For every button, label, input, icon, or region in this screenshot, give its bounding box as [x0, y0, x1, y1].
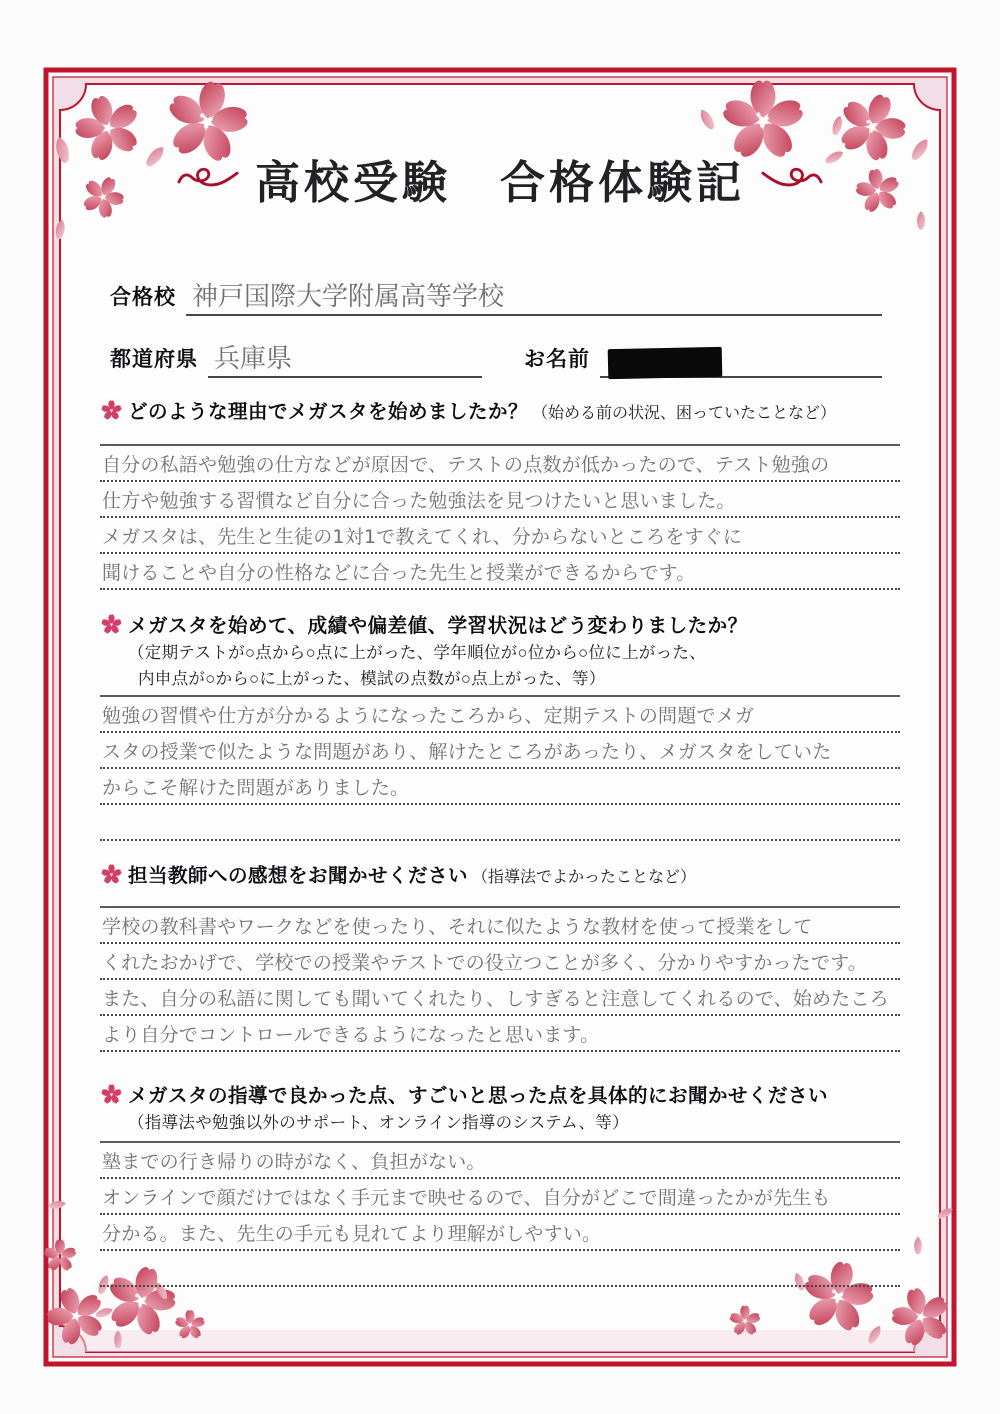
question-2-answer-area [100, 695, 900, 841]
name-field-underline [600, 338, 882, 378]
right-flourish-icon [761, 161, 823, 197]
prefecture-field-value: 兵庫県 [214, 344, 293, 375]
question-block-3 [100, 862, 900, 1052]
prefecture-field-underline [208, 338, 482, 378]
handwritten-text: スタの授業で似たような問題があり、解けたところがあったり、メガスタをしていた [102, 741, 832, 764]
answer-line [100, 1251, 900, 1287]
answer-line [100, 733, 900, 769]
question-3-heading: 担当教師への感想をお聞かせください [128, 865, 469, 887]
question-block-1 [100, 398, 900, 590]
sakura-bullet-icon [100, 1083, 123, 1106]
handwritten-text: くれたおかげで、学校での授業やテストでの役立つことが多く、分かりやすかったです。 [102, 952, 867, 975]
question-1-heading: どのような理由でメガスタを始めましたか？ [128, 401, 529, 423]
question-2-note-line-2: 内申点が○から○に上がった、模試の点数が○点上がった、等） [138, 670, 606, 688]
answer-line [100, 697, 900, 733]
question-1-note: （始める前の状況、困っていたことなど） [532, 405, 837, 422]
school-field-underline [186, 276, 882, 316]
handwritten-text: また、自分の私語に関しても聞いてくれたり、しすぎると注意してくれるので、始めたころ [102, 988, 889, 1011]
question-1-heading-row [100, 398, 900, 428]
handwritten-text: メガスタは、先生と生徒の1対1で教えてくれ、分からないところをすぐに [102, 526, 743, 549]
handwritten-text: 学校の教科書やワークなどを使ったり、それに似たような教材を使って授業をして [102, 916, 813, 939]
answer-line [100, 944, 900, 980]
answer-line [100, 980, 900, 1016]
answer-line [100, 769, 900, 805]
question-4-answer-area [100, 1141, 900, 1287]
answer-line [100, 446, 900, 482]
handwritten-text [100, 836, 102, 839]
name-field-label: お名前 [524, 348, 590, 371]
school-field-label: 合格校 [110, 286, 176, 309]
answer-line [100, 1215, 900, 1251]
handwritten-text: 勉強の習慣や仕方が分かるようになったころから、定期テストの問題でメガ [102, 705, 755, 728]
answer-line [100, 1143, 900, 1179]
question-3-answer-area [100, 906, 900, 1052]
page-title: 高校受験 合格体験記 [254, 158, 745, 208]
answer-line [100, 805, 900, 841]
sakura-bullet-icon [100, 863, 123, 886]
answer-line [100, 908, 900, 944]
school-field-value: 神戸国際大学附属高等学校 [192, 282, 505, 313]
question-4-heading-row [100, 1082, 900, 1110]
sakura-bullet-icon [100, 613, 123, 636]
handwritten-text: 聞けることや自分の性格などに合った先生と授業ができるからです。 [102, 562, 696, 585]
question-3-note: （指導法でよかったことなど） [472, 869, 697, 886]
page-title-row [0, 146, 1000, 211]
sakura-bullet-icon [100, 399, 123, 422]
question-4-note-line-1: （指導法や勉強以外のサポート、オンライン指導のシステム、等） [128, 1114, 629, 1132]
handwritten-text: 分かる。また、先生の手元も見れてより理解がしやすい。 [102, 1223, 602, 1246]
question-block-4 [100, 1082, 900, 1287]
answer-line [100, 1179, 900, 1215]
handwritten-text: 塾までの行き帰りの時がなく、負担がない。 [102, 1151, 486, 1174]
answer-line [100, 482, 900, 518]
handwritten-text: からこそ解けた問題がありました。 [102, 777, 410, 800]
handwritten-text: 自分の私語や勉強の仕方などが原因で、テストの点数が低かったので、テスト勉強の [102, 454, 830, 477]
answer-line [100, 554, 900, 590]
left-flourish-icon [177, 161, 239, 197]
question-4-heading: メガスタの指導で良かった点、すごいと思った点を具体的にお聞かせください [128, 1085, 829, 1107]
school-field [110, 276, 882, 316]
question-block-2 [100, 612, 900, 841]
answer-line [100, 1016, 900, 1052]
name-redaction-box [608, 347, 723, 379]
handwritten-text: 仕方や勉強する習慣など自分に合った勉強法を見つけたいと思いました。 [102, 490, 736, 513]
handwritten-text [100, 1282, 102, 1285]
name-field [524, 338, 882, 378]
question-1-answer-area [100, 444, 900, 590]
question-2-heading-row [100, 612, 900, 640]
answer-line [100, 518, 900, 554]
handwritten-text: オンラインで顔だけではなく手元まで映せるので、自分がどこで間違ったかが先生も [102, 1187, 831, 1210]
question-3-heading-row [100, 862, 900, 892]
prefecture-field-label: 都道府県 [110, 348, 198, 371]
handwritten-text: より自分でコントロールできるようになったと思います。 [102, 1024, 600, 1047]
question-2-note-line-1: （定期テストが○点から○点に上がった、学年順位が○位から○位に上がった、 [128, 644, 707, 662]
question-2-heading: メガスタを始めて、成績や偏差値、学習状況はどう変わりましたか？ [128, 615, 748, 637]
prefecture-field [110, 338, 482, 378]
